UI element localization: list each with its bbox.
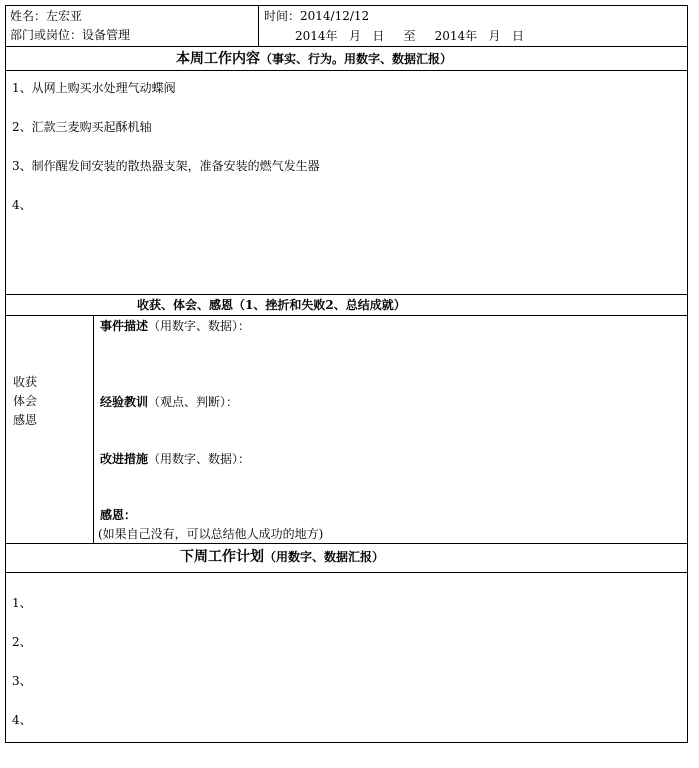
lesson-note: （观点、判断）：: [148, 395, 239, 409]
lesson-label: 经验教训: [100, 395, 149, 409]
next-week-item: 3、: [12, 674, 32, 688]
next-week-item: 1、: [12, 596, 32, 610]
table-border-bottom: [5, 742, 688, 743]
harvest-side-label: 体会: [13, 394, 38, 408]
harvest-divider: [93, 315, 94, 544]
gratitude-label: 感恩：: [100, 508, 137, 522]
improvement-measures: [100, 452, 250, 466]
harvest-title-note: （1、挫折和失败2、总结成就）: [233, 298, 406, 312]
time-label: 时间：: [264, 9, 301, 23]
table-rule: [5, 543, 688, 544]
next-week-title-note: （用数字、数据汇报）: [264, 550, 385, 564]
name-value: 左宏亚: [46, 9, 83, 23]
header-divider: [258, 5, 259, 47]
time-field: [264, 9, 369, 23]
table-rule: [5, 315, 688, 316]
name-field: [10, 9, 82, 23]
harvest-side-label: 收获: [13, 375, 38, 389]
time-value: 2014/12/12: [300, 9, 370, 23]
harvest-heading: [137, 298, 406, 312]
dept-value: 设备管理: [82, 28, 131, 42]
improve-label: 改进措施: [100, 452, 149, 466]
next-week-heading: [180, 549, 384, 565]
name-label: 姓名：: [10, 9, 47, 23]
harvest-side-label: 感恩: [13, 413, 38, 427]
table-border-right: [687, 5, 688, 743]
table-rule: [5, 572, 688, 573]
next-week-item: 2、: [12, 635, 32, 649]
event-description: [100, 319, 250, 333]
this-week-title-note: （事实、行为。用数字、数据汇报）: [260, 52, 453, 66]
this-week-item: 4、: [12, 198, 32, 212]
lessons-learned: [100, 395, 238, 409]
table-border-left: [5, 5, 6, 743]
event-note: （用数字、数据）：: [148, 319, 251, 333]
next-week-title: 下周工作计划: [180, 549, 264, 565]
this-week-item: 2、汇款三麦购买起酥机轴: [12, 120, 152, 134]
table-rule: [5, 46, 688, 47]
date-range: 2014年 月 日 至 2014年 月 日: [295, 29, 524, 43]
event-label: 事件描述: [100, 319, 149, 333]
dept-field: [10, 28, 130, 42]
this-week-heading: [176, 51, 452, 67]
this-week-item: 1、从网上购买水处理气动蝶阀: [12, 81, 176, 95]
table-rule: [5, 294, 688, 295]
harvest-title: 收获、体会、感恩: [137, 298, 234, 312]
gratitude-note: (如果自己没有，可以总结他人成功的地方): [98, 527, 324, 541]
dept-label: 部门或岗位：: [10, 28, 83, 42]
table-border-top: [5, 5, 688, 6]
this-week-item: 3、制作醒发间安装的散热器支架，准备安装的燃气发生器: [12, 159, 320, 173]
improve-note: （用数字、数据）：: [148, 452, 251, 466]
table-rule: [5, 70, 688, 71]
this-week-title: 本周工作内容: [176, 51, 260, 67]
next-week-item: 4、: [12, 713, 32, 727]
